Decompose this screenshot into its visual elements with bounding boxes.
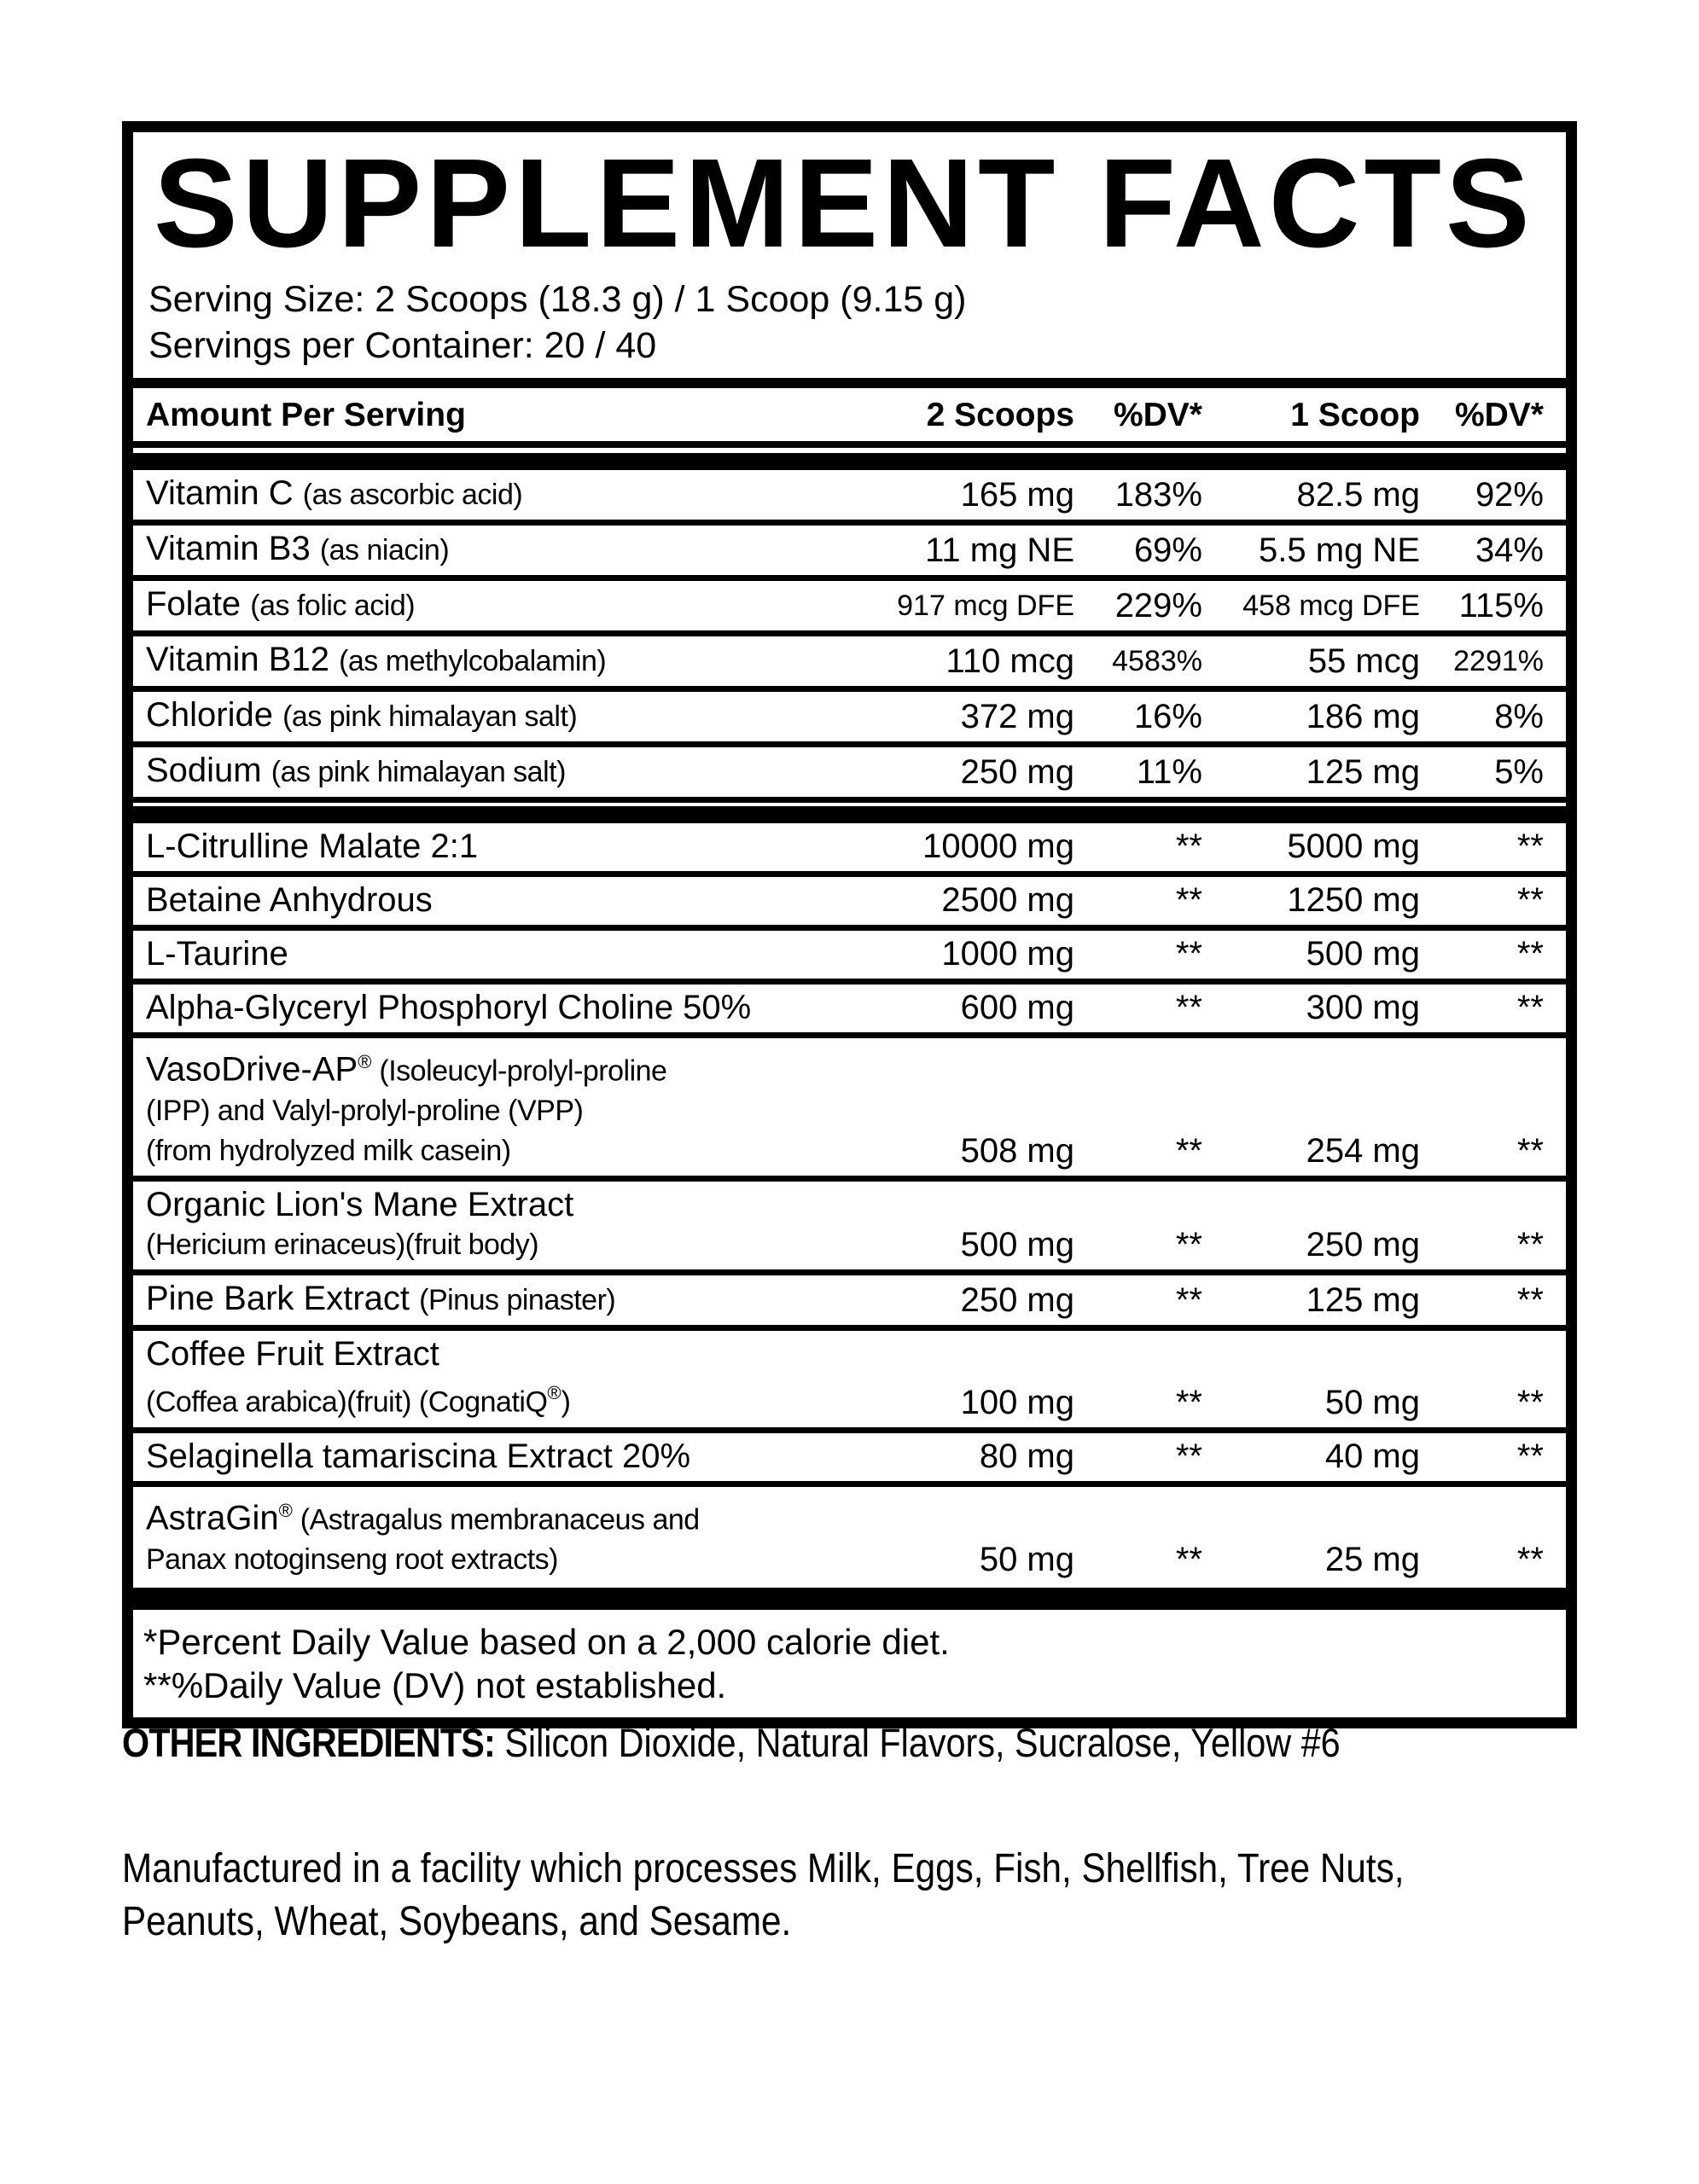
ingredient-name-text: (as folic acid) bbox=[250, 590, 416, 622]
ingredient-row bbox=[133, 526, 1566, 575]
dv-2scoops-value: ** bbox=[1175, 1281, 1202, 1320]
dv-2scoops-value: 4583% bbox=[1112, 645, 1202, 677]
ingredient-name-text: Alpha-Glyceryl Phosphoryl Choline 50% bbox=[146, 989, 752, 1026]
ingredient-row bbox=[133, 877, 1566, 925]
amount-2scoops-value: 110 mcg bbox=[946, 642, 1074, 680]
ingredient-name-text: (as ascorbic acid) bbox=[302, 479, 523, 511]
ingredient-name-text: Vitamin C bbox=[146, 474, 303, 512]
ingredient-name-text: ) bbox=[561, 1385, 571, 1419]
dv-2scoops-value: 11% bbox=[1136, 753, 1202, 791]
amount-1scoop-value: 125 mg bbox=[1306, 753, 1420, 791]
ingredient-name bbox=[146, 989, 852, 1027]
ingredient-row bbox=[133, 636, 1566, 686]
dv-1scoop-value: 115% bbox=[1458, 587, 1544, 624]
ingredients-table bbox=[133, 470, 1566, 1584]
ingredient-name bbox=[146, 585, 852, 625]
divider bbox=[133, 1588, 1566, 1610]
amount-2scoops-value: 917 mcg DFE bbox=[897, 590, 1074, 622]
divider bbox=[133, 520, 1566, 526]
ingredient-name bbox=[146, 1280, 852, 1320]
ingredient-name bbox=[146, 641, 852, 681]
ingredient-row bbox=[133, 1487, 1566, 1584]
ingredient-name bbox=[146, 1043, 852, 1170]
divider bbox=[133, 871, 1566, 877]
ingredient-row bbox=[133, 1331, 1566, 1426]
ingredient-name-line bbox=[146, 641, 852, 681]
divider bbox=[133, 1269, 1566, 1275]
ingredient-name bbox=[146, 530, 852, 570]
amount-1scoop-value: 500 mg bbox=[1306, 935, 1420, 973]
dv-1scoop-value: ** bbox=[1516, 1383, 1544, 1421]
dv-2scoops-value: ** bbox=[1175, 1132, 1202, 1170]
registered-trademark-symbol: ® bbox=[358, 1051, 372, 1072]
dv-1scoop-value: ** bbox=[1516, 989, 1544, 1026]
ingredient-name-line bbox=[146, 1186, 852, 1224]
header-1-scoop: 1 Scoop bbox=[1290, 397, 1420, 433]
ingredient-name-text: (as pink himalayan salt) bbox=[271, 756, 566, 788]
amount-2scoops-value: 372 mg bbox=[960, 698, 1074, 735]
ingredient-name-line bbox=[146, 989, 852, 1027]
divider bbox=[133, 575, 1566, 581]
ingredient-name-text: Coffee Fruit Extract bbox=[146, 1335, 439, 1374]
ingredient-name bbox=[146, 474, 852, 514]
amount-2scoops-value: 600 mg bbox=[960, 989, 1074, 1026]
ingredient-row bbox=[133, 823, 1566, 871]
ingredient-name bbox=[146, 696, 852, 736]
supplement-facts-panel bbox=[122, 121, 1577, 1728]
header-amount-per-serving: Amount Per Serving bbox=[146, 397, 466, 433]
header-2-scoops: 2 Scoops bbox=[926, 397, 1074, 433]
ingredient-name-text: (as pink himalayan salt) bbox=[282, 700, 578, 733]
ingredient-name-text: Selaginella tamariscina Extract 20% bbox=[146, 1437, 691, 1475]
other-ingredients bbox=[122, 1719, 1341, 1767]
dv-2scoops-value: ** bbox=[1175, 1226, 1202, 1264]
ingredient-name-line bbox=[146, 1374, 852, 1421]
divider bbox=[133, 1427, 1566, 1433]
amount-1scoop-value: 125 mg bbox=[1306, 1281, 1420, 1320]
divider bbox=[133, 1032, 1566, 1038]
amount-2scoops-value: 250 mg bbox=[960, 1281, 1074, 1320]
amount-1scoop-value: 300 mg bbox=[1306, 989, 1420, 1026]
ingredient-name-line bbox=[146, 474, 852, 514]
ingredient-name bbox=[146, 828, 852, 866]
ingredient-row bbox=[133, 1182, 1566, 1269]
ingredient-name-text: L-Taurine bbox=[146, 935, 288, 973]
ingredient-name-text: Panax notoginseng root extracts) bbox=[146, 1542, 558, 1576]
ingredient-name-text: Organic Lion's Mane Extract bbox=[146, 1186, 574, 1224]
dv-1scoop-value: ** bbox=[1516, 828, 1544, 865]
dv-1scoop-value: 5% bbox=[1494, 753, 1544, 791]
amount-1scoop-value: 82.5 mg bbox=[1296, 476, 1420, 514]
divider bbox=[133, 686, 1566, 692]
ingredient-row bbox=[133, 985, 1566, 1032]
amount-1scoop-value: 40 mg bbox=[1324, 1437, 1420, 1475]
panel-title: SUPPLEMENT FACTS bbox=[154, 133, 1534, 274]
ingredient-name bbox=[146, 1335, 852, 1421]
allergen-notice-line: Manufactured in a facility which processes Milk, Eggs, Fish, Shellfish, Tree Nuts, bbox=[122, 1846, 1405, 1891]
amount-2scoops-value: 10000 mg bbox=[922, 828, 1074, 865]
amount-2scoops-value: 80 mg bbox=[979, 1437, 1074, 1475]
dv-1scoop-value: ** bbox=[1516, 1437, 1544, 1475]
ingredient-name-line bbox=[146, 1224, 852, 1264]
amount-1scoop-value: 55 mcg bbox=[1307, 642, 1420, 680]
dv-footnote: *Percent Daily Value based on a 2,000 calorie diet. bbox=[143, 1621, 950, 1662]
ingredient-name-text: (Coffea arabica)(fruit) (CognatiQ bbox=[146, 1385, 548, 1419]
amount-2scoops-value: 2500 mg bbox=[941, 881, 1074, 919]
ingredient-name-line bbox=[146, 1539, 852, 1579]
dv-1scoop-value: ** bbox=[1516, 935, 1544, 973]
ingredient-row bbox=[133, 692, 1566, 741]
ingredient-row bbox=[133, 931, 1566, 979]
amount-1scoop-value: 25 mg bbox=[1324, 1540, 1420, 1578]
dv-2scoops-value: ** bbox=[1175, 1540, 1202, 1578]
amount-2scoops-value: 250 mg bbox=[960, 753, 1074, 791]
ingredient-name bbox=[146, 752, 852, 792]
ingredient-name-text: Folate bbox=[146, 585, 251, 623]
ingredient-row bbox=[133, 470, 1566, 520]
amount-1scoop-value: 50 mg bbox=[1324, 1383, 1420, 1421]
ingredient-name-text: Sodium bbox=[146, 752, 271, 789]
ingredient-name-text: Betaine Anhydrous bbox=[146, 881, 433, 919]
ingredient-name-text: (Astragalus membranaceus and bbox=[292, 1502, 700, 1536]
divider bbox=[133, 1325, 1566, 1331]
ingredient-row bbox=[133, 1433, 1566, 1481]
dv-1scoop-value: 92% bbox=[1475, 476, 1544, 514]
ingredient-name-line bbox=[146, 1491, 852, 1539]
ingredient-name-text: (as methylcobalamin) bbox=[339, 645, 607, 677]
ingredient-name-text: Vitamin B12 bbox=[146, 641, 340, 678]
ingredient-name-line bbox=[146, 752, 852, 792]
amount-2scoops-value: 500 mg bbox=[960, 1226, 1074, 1264]
divider bbox=[133, 441, 1566, 448]
registered-trademark-symbol: ® bbox=[547, 1382, 561, 1404]
dv-2scoops-value: 229% bbox=[1114, 587, 1202, 624]
ingredient-name bbox=[146, 1438, 852, 1476]
ingredient-row bbox=[133, 581, 1566, 630]
dv-2scoops-value: 69% bbox=[1133, 531, 1202, 569]
amount-2scoops-value: 508 mg bbox=[960, 1132, 1074, 1170]
dv-2scoops-value: ** bbox=[1175, 1383, 1202, 1421]
ingredient-row bbox=[133, 1038, 1566, 1176]
ingredient-name-line bbox=[146, 881, 852, 920]
divider bbox=[133, 741, 1566, 747]
dv-1scoop-value: ** bbox=[1516, 1281, 1544, 1320]
ingredient-name-line bbox=[146, 1335, 852, 1374]
amount-1scoop-value: 5000 mg bbox=[1287, 828, 1420, 865]
ingredient-name-line bbox=[146, 1438, 852, 1476]
ingredient-name bbox=[146, 881, 852, 920]
amount-1scoop-value: 1250 mg bbox=[1287, 881, 1420, 919]
dv-2scoops-value: ** bbox=[1175, 1437, 1202, 1475]
ingredient-name bbox=[146, 1186, 852, 1264]
ingredient-name-text: VasoDrive-AP bbox=[146, 1050, 358, 1089]
ingredient-name-text: (from hydrolyzed milk casein) bbox=[146, 1135, 511, 1168]
amount-2scoops-value: 1000 mg bbox=[941, 935, 1074, 973]
serving-info bbox=[133, 277, 1566, 378]
ingredient-name-text: AstraGin bbox=[146, 1498, 279, 1536]
dv-1scoop-value: ** bbox=[1516, 1540, 1544, 1578]
ingredient-name-text: (as niacin) bbox=[319, 534, 450, 566]
amount-2scoops-value: 50 mg bbox=[979, 1540, 1074, 1578]
ingredient-row bbox=[133, 1275, 1566, 1325]
ingredient-name-line bbox=[146, 585, 852, 625]
dv-not-established-footnote: **%Daily Value (DV) not established. bbox=[143, 1664, 727, 1705]
servings-per-container-line: Servings per Container: 20 / 40 bbox=[148, 325, 657, 366]
ingredient-name-text: Pine Bark Extract bbox=[146, 1280, 420, 1318]
divider bbox=[133, 630, 1566, 636]
ingredient-name bbox=[146, 1491, 852, 1579]
footnotes bbox=[133, 1610, 1566, 1717]
dv-1scoop-value: ** bbox=[1516, 881, 1544, 919]
allergen-notice bbox=[122, 1843, 1404, 1949]
dv-1scoop-value: 8% bbox=[1494, 698, 1544, 735]
ingredient-name-text: L-Citrulline Malate 2:1 bbox=[146, 828, 479, 865]
divider bbox=[133, 1481, 1566, 1487]
dv-1scoop-value: 2291% bbox=[1453, 645, 1544, 677]
dv-2scoops-value: ** bbox=[1175, 828, 1202, 865]
serving-size-line: Serving Size: 2 Scoops (18.3 g) / 1 Scoop (9.15 g) bbox=[148, 279, 967, 320]
ingredient-name-text: (Hericium erinaceus)(fruit body) bbox=[146, 1228, 539, 1262]
ingredient-name-text: (IPP) and Valyl-prolyl-proline (VPP) bbox=[146, 1095, 584, 1128]
ingredient-name-line bbox=[146, 696, 852, 736]
ingredient-name-line bbox=[146, 530, 852, 570]
dv-2scoops-value: 16% bbox=[1133, 698, 1202, 735]
registered-trademark-symbol: ® bbox=[278, 1499, 293, 1521]
ingredient-name-text: (Pinus pinaster) bbox=[419, 1284, 616, 1317]
ingredient-name-line bbox=[146, 1090, 852, 1130]
amount-1scoop-value: 250 mg bbox=[1306, 1226, 1420, 1264]
ingredient-name-text: Vitamin B3 bbox=[146, 530, 320, 567]
ingredient-name-line bbox=[146, 1043, 852, 1090]
divider bbox=[133, 979, 1566, 985]
divider bbox=[133, 797, 1566, 803]
dv-2scoops-value: ** bbox=[1175, 881, 1202, 919]
divider bbox=[133, 925, 1566, 931]
amount-1scoop-value: 186 mg bbox=[1306, 698, 1420, 735]
dv-1scoop-value: ** bbox=[1516, 1226, 1544, 1264]
divider bbox=[133, 806, 1566, 823]
ingredient-name-text: (Isoleucyl-prolyl-proline bbox=[371, 1054, 667, 1088]
divider bbox=[133, 1176, 1566, 1182]
amount-2scoops-value: 165 mg bbox=[960, 476, 1074, 514]
dv-2scoops-value: ** bbox=[1175, 935, 1202, 973]
ingredient-row bbox=[133, 747, 1566, 797]
amount-2scoops-value: 11 mg NE bbox=[925, 531, 1074, 569]
dv-1scoop-value: ** bbox=[1516, 1132, 1544, 1170]
allergen-notice-line: Peanuts, Wheat, Soybeans, and Sesame. bbox=[122, 1899, 792, 1944]
divider bbox=[133, 378, 1566, 388]
header-dv-2scoops: %DV* bbox=[1113, 397, 1202, 433]
amount-1scoop-value: 5.5 mg NE bbox=[1259, 531, 1420, 569]
ingredient-name-line bbox=[146, 828, 852, 866]
divider bbox=[133, 453, 1566, 470]
other-ingredients-label: OTHER INGREDIENTS: bbox=[122, 1720, 495, 1765]
ingredient-name-line bbox=[146, 1280, 852, 1320]
other-ingredients-list: Silicon Dioxide, Natural Flavors, Sucralose, Yellow #6 bbox=[494, 1720, 1341, 1765]
ingredient-name-line bbox=[146, 935, 852, 973]
ingredient-name bbox=[146, 935, 852, 973]
header-dv-1scoop: %DV* bbox=[1454, 397, 1544, 433]
amount-1scoop-value: 254 mg bbox=[1306, 1132, 1420, 1170]
dv-2scoops-value: 183% bbox=[1114, 476, 1202, 514]
dv-1scoop-value: 34% bbox=[1475, 531, 1544, 569]
amount-2scoops-value: 100 mg bbox=[960, 1383, 1074, 1421]
ingredient-name-text: Chloride bbox=[146, 696, 283, 734]
amount-1scoop-value: 458 mcg DFE bbox=[1242, 590, 1420, 622]
table-header bbox=[133, 388, 1566, 441]
ingredient-name-line bbox=[146, 1130, 852, 1170]
dv-2scoops-value: ** bbox=[1175, 989, 1202, 1026]
